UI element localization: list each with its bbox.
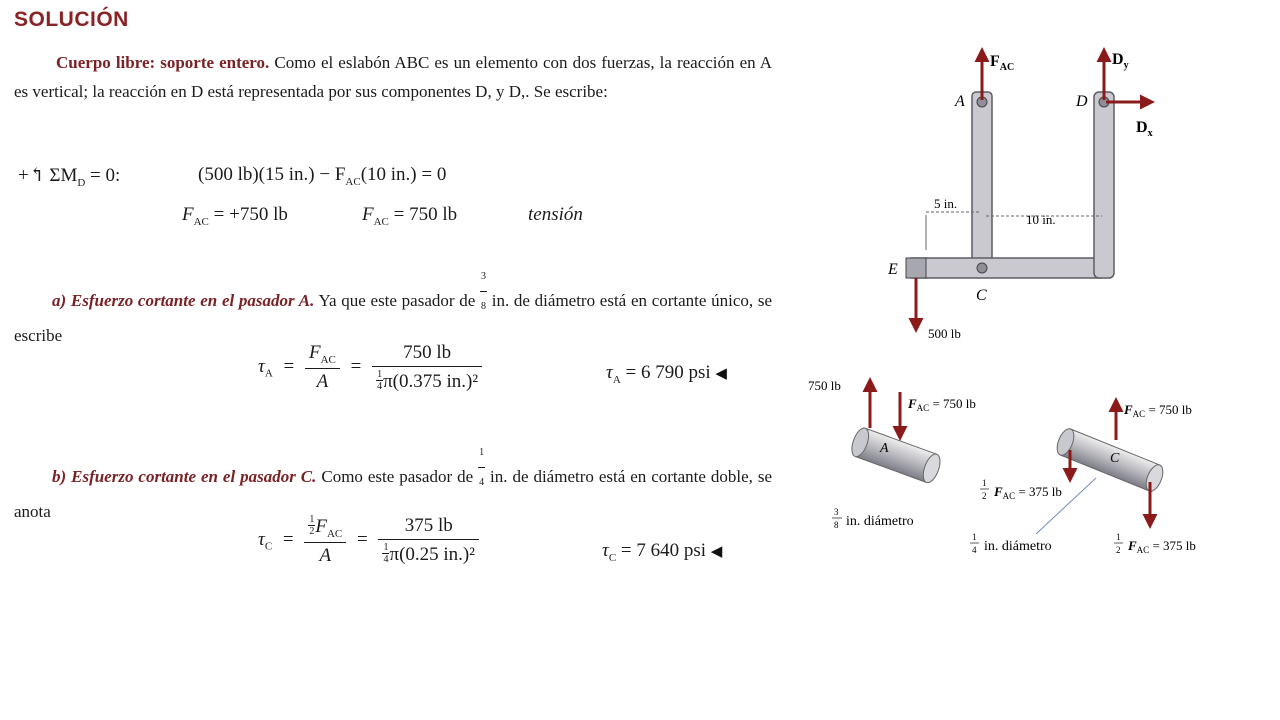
result-magnitude-value: = 750 lb <box>393 204 458 225</box>
solution-heading: SOLUCIÓN <box>14 8 129 31</box>
pin-a-cylinder <box>849 426 944 485</box>
pin-a-letter: A <box>880 441 889 456</box>
moment-label: +↰ ΣM <box>18 165 78 186</box>
result-sub-2: AC <box>373 215 389 228</box>
label-load: 500 lb <box>928 326 961 341</box>
tau-a-v-num: 750 lb <box>372 342 482 367</box>
result-sub-1: AC <box>193 215 209 228</box>
member-d-vertical <box>1094 92 1114 278</box>
tau-c-numeric-fraction <box>378 515 478 566</box>
moment-equation-expr <box>198 164 446 188</box>
pin-a-diam-num: 3 <box>834 507 839 517</box>
tau-c-v-den-frac-den: 4 <box>383 553 389 565</box>
pin-c-icon <box>977 263 987 273</box>
part-a-lead: a) Esfuerzo cortante en el pasador A. <box>52 291 315 310</box>
result-magnitude <box>362 204 457 228</box>
intro-lead: Cuerpo libre: soporte entero. <box>56 53 270 72</box>
tau-a-lhs-sub: A <box>264 367 273 380</box>
tau-c-f-num: F <box>315 516 327 537</box>
tau-c-lhs-sub: C <box>264 540 273 553</box>
label-c: C <box>976 287 987 304</box>
intro-paragraph <box>14 48 772 106</box>
pin-c-diam-den: 4 <box>972 545 977 555</box>
tau-c-result-value: = 7 640 psi <box>620 540 707 561</box>
member-abc <box>972 92 992 274</box>
label-dim-5: 5 in. <box>934 196 958 211</box>
part-a-text1: Ya que este pasador de <box>318 291 476 310</box>
result-note: tensión <box>528 204 583 225</box>
tau-a-equation: $\tau_A$ = $\frac{F_{AC}}{A}$ = 750 lb $\frac{1}{4}$ π(0.375 in.)² <box>258 342 482 393</box>
part-b-frac-den: 4 <box>479 477 485 488</box>
frame-free-body-diagram <box>880 40 1180 350</box>
result-sym-1: F <box>182 204 194 225</box>
tau-a-res-sym: τ <box>606 362 613 383</box>
tau-c-equation: $\tau_C$ = $\frac{1}{2}$ $F_{AC}$ A = 375 lb $\frac{1}{4}$ π(0.25 in.)² <box>258 514 479 567</box>
tau-a-v-den: π(0.375 in.)² <box>383 371 479 392</box>
intro-text: Como el eslabón ABC es un elemento con dos fuerzas, la reacción en A es vertical; la reacción en D está representada por sus componentes D, y D,. Se escribe: <box>14 53 773 101</box>
moment-label-tail: = 0: <box>85 165 121 186</box>
tau-c-v-den-frac-num: 1 <box>383 541 389 553</box>
tau-c-half-num: 1 <box>309 514 315 525</box>
pins-free-body-diagram <box>800 370 1240 570</box>
label-e: E <box>888 261 898 278</box>
part-b-frac-num: 1 <box>478 438 485 468</box>
pin-a-up-label: 750 lb <box>808 378 841 393</box>
result-marker-icon: ◀ <box>710 544 723 560</box>
pin-c-left-half-den: 2 <box>982 491 987 501</box>
tau-a-symbolic-fraction <box>305 342 340 393</box>
pin-c-up-label: $F_{AC} = 750$ lb <box>1124 402 1192 419</box>
part-a-paragraph <box>14 262 772 350</box>
tau-c-f-num-sub: AC <box>326 527 343 540</box>
label-a: A <box>955 93 965 110</box>
tau-a-result-value: = 6 790 psi <box>625 362 711 383</box>
label-fac: $F_{AC}$ <box>990 53 1015 73</box>
pin-c-left-half-num: 1 <box>982 478 987 488</box>
tau-a-v-den-frac-num: 1 <box>377 369 383 380</box>
moment-label-sub: D <box>77 176 86 189</box>
tau-c-result <box>602 540 722 564</box>
pin-a-diam-den: 8 <box>834 520 839 530</box>
part-a-text2: in. de diámetro está en cortante único, se escribe <box>14 291 773 345</box>
part-b-text2: in. de diámetro está en cortante doble, se anota <box>14 467 773 521</box>
tau-c-half-den: 2 <box>309 526 315 537</box>
pin-a-diam-label: in. diámetro <box>846 514 914 529</box>
tau-a-v-den-frac-den: 4 <box>377 381 383 392</box>
tau-a-result <box>606 362 727 386</box>
moment-expr-sub: AC <box>345 175 361 188</box>
tau-c-v-num: 375 lb <box>378 515 478 540</box>
tau-a-res-sub: A <box>612 373 621 386</box>
pin-c-letter: C <box>1110 451 1120 466</box>
tau-c-res-sym: τ <box>602 540 609 561</box>
part-a-fraction <box>480 262 487 321</box>
tau-c-v-den: π(0.25 in.)² <box>389 543 475 565</box>
member-edc-horizontal <box>908 258 1104 278</box>
tau-c-lhs: τ <box>258 528 265 550</box>
tau-a-lhs: τ <box>258 355 265 377</box>
part-b-lead: b) Esfuerzo cortante en el pasador C. <box>52 467 317 486</box>
pin-c-right-label: $F_{AC} = 375$ lb <box>1128 538 1196 555</box>
result-sym-2: F <box>362 204 374 225</box>
label-d: D <box>1076 93 1088 110</box>
pin-e-icon <box>906 258 926 278</box>
part-b-paragraph <box>14 438 772 526</box>
moment-expr-tail: (10 in.) = 0 <box>360 164 447 185</box>
pin-c-diam-num: 1 <box>972 532 977 542</box>
result-signed <box>182 204 288 228</box>
result-marker-icon: ◀ <box>715 366 727 382</box>
moment-equation-label <box>18 164 120 189</box>
tau-c-res-sub: C <box>608 551 617 564</box>
tau-a-f-num-sub: AC <box>320 353 336 366</box>
pin-c-left-label: $F_{AC} = 375$ lb <box>994 484 1062 501</box>
label-dy: $D_y$ <box>1112 51 1129 71</box>
part-b-fraction <box>478 438 485 497</box>
part-a-frac-num: 3 <box>480 262 487 292</box>
pin-c-right-half-num: 1 <box>1116 532 1121 542</box>
result-signed-value: = +750 lb <box>213 204 288 225</box>
label-dx: $D_x$ <box>1136 119 1153 139</box>
pin-c-right-half-den: 2 <box>1116 545 1121 555</box>
part-a-frac-den: 8 <box>481 301 487 312</box>
label-dim-10: 10 in. <box>1026 212 1056 227</box>
pin-c-diam-label: in. diámetro <box>984 539 1052 554</box>
tau-a-f-num: F <box>308 342 321 364</box>
part-b-text1: Como este pasador de <box>321 467 474 486</box>
pin-a-down-label: $F_{AC} = 750$ lb <box>908 396 976 413</box>
tau-c-symbolic-fraction <box>304 514 346 567</box>
moment-expr: (500 lb)(15 in.) − F <box>198 164 346 185</box>
tau-a-numeric-fraction <box>372 342 482 393</box>
tau-c-f-den: A <box>319 544 332 566</box>
tau-a-f-den: A <box>316 370 329 392</box>
